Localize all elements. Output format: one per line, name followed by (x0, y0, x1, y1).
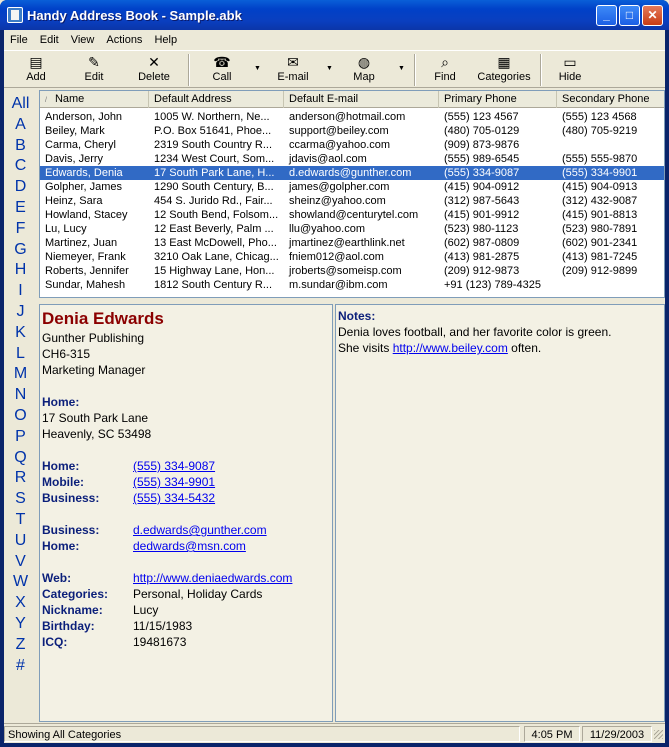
toolbar (4, 50, 665, 88)
email-label: E-mail (277, 71, 309, 83)
email-dropdown-icon[interactable]: ▼ (326, 65, 333, 72)
letter-index-d[interactable]: D (14, 178, 27, 196)
status-time: 4:05 PM (524, 726, 580, 742)
letter-index-b[interactable]: B (15, 136, 26, 154)
cell-email: llu@yahoo.com (289, 223, 365, 235)
cell-secondary-phone: (415) 901-8813 (562, 209, 638, 221)
categories-button[interactable] (474, 53, 534, 87)
column-header-address[interactable]: Default Address (149, 91, 284, 108)
toolbar-separator (414, 54, 416, 86)
list-row[interactable] (40, 222, 665, 236)
icq-label: ICQ: (42, 635, 68, 649)
cell-name: Roberts, Jennifer (45, 265, 129, 277)
cell-name: Lu, Lucy (45, 223, 87, 235)
find-button[interactable] (428, 53, 462, 87)
letter-index-a[interactable]: A (15, 115, 26, 133)
letter-index-r[interactable]: R (14, 469, 27, 487)
cell-address: 1290 South Century, B... (154, 181, 274, 193)
list-row[interactable] (40, 194, 665, 208)
cell-secondary-phone: (555) 555-9870 (562, 153, 638, 165)
globe-icon: ◍ (357, 54, 371, 70)
status-date: 11/29/2003 (582, 726, 652, 742)
department: CH6-315 (42, 347, 91, 361)
cell-primary-phone: (415) 901-9912 (444, 209, 520, 221)
cell-primary-phone: (555) 123 4567 (444, 111, 519, 123)
call-button[interactable] (204, 53, 240, 87)
cell-email: anderson@hotmail.com (289, 111, 406, 123)
email-button[interactable] (272, 53, 314, 87)
list-row[interactable] (40, 250, 665, 264)
birthday-value: 11/15/1983 (133, 619, 193, 633)
letter-index-w[interactable]: W (12, 573, 29, 591)
cell-primary-phone: (555) 989-6545 (444, 153, 520, 165)
letter-index-s[interactable]: S (15, 490, 26, 508)
web-label: Web: (42, 571, 72, 585)
magnifier-icon: ⌕ (441, 54, 449, 70)
call-label: Call (212, 71, 232, 83)
cell-email: sheinz@yahoo.com (289, 195, 386, 207)
close-button[interactable]: ✕ (642, 5, 663, 26)
cell-secondary-phone: (415) 904-0913 (562, 181, 638, 193)
notes-text-end: often. (507, 341, 542, 355)
cell-name: Heinz, Sara (45, 195, 103, 207)
letter-index-v[interactable]: V (15, 552, 26, 570)
cell-address: 454 S. Jurido Rd., Fair... (154, 195, 273, 207)
delete-icon: ✕ (148, 54, 160, 70)
menu-view[interactable]: View (70, 33, 95, 46)
cell-address: 12 East Beverly, Palm ... (154, 223, 274, 235)
edit-label: Edit (84, 71, 104, 83)
notes-line-1: Denia loves football, and her favorite color is green. (338, 325, 612, 339)
nickname-label: Nickname: (42, 603, 103, 617)
letter-index-g[interactable]: G (14, 240, 27, 258)
list-row[interactable] (40, 180, 665, 194)
letter-index-z[interactable]: Z (15, 635, 26, 653)
cell-email: m.sundar@ibm.com (289, 279, 388, 291)
minimize-button[interactable]: _ (596, 5, 617, 26)
cell-address: 13 East McDowell, Pho... (154, 237, 277, 249)
cell-primary-phone: (602) 987-0809 (444, 237, 520, 249)
letter-index-i[interactable]: I (18, 282, 23, 300)
letter-index-x[interactable]: X (15, 594, 26, 612)
cell-primary-phone: (909) 873-9876 (444, 139, 520, 151)
hide-button[interactable] (554, 53, 586, 87)
toolbar-separator (188, 54, 190, 86)
list-row[interactable] (40, 208, 665, 222)
menu-file[interactable]: File (10, 33, 28, 46)
column-header-primary-phone[interactable]: Primary Phone (439, 91, 557, 108)
call-dropdown-icon[interactable]: ▼ (254, 65, 261, 72)
hide-label: Hide (558, 71, 582, 83)
cell-secondary-phone: (209) 912-9899 (562, 265, 638, 277)
cell-email: support@beiley.com (289, 125, 389, 137)
email-business-label: Business: (42, 523, 100, 537)
letter-index-e[interactable]: E (15, 198, 26, 216)
cell-name: Niemeyer, Frank (45, 251, 126, 263)
cell-address: P.O. Box 51641, Phoe... (154, 125, 272, 137)
cell-primary-phone: (415) 904-0912 (444, 181, 520, 193)
contact-list[interactable] (39, 90, 665, 298)
cell-secondary-phone (557, 278, 665, 292)
list-row[interactable] (40, 138, 665, 152)
envelope-icon: ✉ (287, 54, 299, 70)
edit-contact-icon: ✎ (88, 54, 100, 70)
cell-primary-phone: (523) 980-1123 (444, 223, 519, 235)
client-area (4, 30, 665, 743)
cell-address: 12 South Bend, Folsom... (154, 209, 279, 221)
company-name: Gunther Publishing (42, 331, 145, 345)
letter-index-n[interactable]: N (14, 386, 27, 404)
menu-help[interactable]: Help (154, 33, 178, 46)
letter-index-y[interactable]: Y (15, 614, 26, 632)
menu-edit[interactable]: Edit (39, 33, 59, 46)
cell-primary-phone: +91 (123) 789-4325 (444, 279, 541, 291)
letter-index-number[interactable]: # (16, 656, 25, 674)
toolbar-separator (540, 54, 542, 86)
address-street: 17 South Park Lane (42, 411, 149, 425)
cell-address: 3210 Oak Lane, Chicag... (154, 251, 279, 263)
letter-index-h[interactable]: H (14, 261, 27, 279)
contact-detail-panel (39, 304, 333, 722)
delete-button[interactable] (132, 53, 176, 87)
cell-email: showland@centurytel.com (289, 209, 419, 221)
cell-email: jroberts@someisp.com (289, 265, 402, 277)
email-home-label: Home: (42, 539, 80, 553)
list-row[interactable] (40, 124, 665, 138)
cell-name: Howland, Stacey (45, 209, 128, 221)
column-header-email[interactable]: Default E-mail (284, 91, 439, 108)
cell-email: d.edwards@gunther.com (289, 167, 412, 179)
phone-home-label: Home: (42, 459, 80, 473)
cell-primary-phone: (209) 912-9873 (444, 265, 520, 277)
map-dropdown-icon[interactable]: ▼ (398, 65, 405, 72)
cell-secondary-phone: (312) 432-9087 (562, 195, 638, 207)
categories-field-label: Categories: (42, 587, 109, 601)
notes-label: Notes: (338, 309, 376, 323)
letter-index-u[interactable]: U (14, 531, 27, 549)
web-link[interactable]: http://www.deniaedwards.com (133, 571, 293, 585)
cell-address: 1005 W. Northern, Ne... (154, 111, 270, 123)
status-text: Showing All Categories (4, 726, 520, 742)
add-button[interactable] (16, 53, 56, 87)
cell-name: Golpher, James (45, 181, 123, 193)
letter-index-k[interactable]: K (15, 323, 26, 341)
cell-secondary-phone: (480) 705-9219 (562, 125, 638, 137)
phone-icon: ☎ (213, 54, 231, 70)
email-business-link[interactable]: d.edwards@gunther.com (133, 523, 267, 537)
add-contact-icon: ▤ (29, 54, 43, 70)
cell-primary-phone: (413) 981-2875 (444, 251, 520, 263)
letter-index-m[interactable]: M (13, 365, 28, 383)
address-label: Home: (42, 395, 80, 409)
notes-line-2 (338, 341, 541, 355)
cell-email: fniem012@aol.com (289, 251, 384, 263)
cell-primary-phone: (312) 987-5643 (444, 195, 520, 207)
address-book-icon (7, 7, 23, 23)
phone-mobile-label: Mobile: (42, 475, 84, 489)
resize-grip-icon[interactable] (654, 730, 663, 739)
email-home-link[interactable]: dedwards@msn.com (133, 539, 246, 553)
nickname-value: Lucy (133, 603, 159, 617)
menu-actions[interactable]: Actions (106, 33, 143, 46)
address-city: Heavenly, SC 53498 (42, 427, 152, 441)
cell-name: Sundar, Mahesh (45, 279, 126, 291)
notes-web-link[interactable]: http://www.beiley.com (392, 341, 508, 355)
cell-email: ccarma@yahoo.com (289, 139, 391, 151)
delete-label: Delete (138, 71, 170, 83)
cell-name: Beiley, Mark (45, 125, 105, 137)
letter-index-o[interactable]: O (14, 406, 27, 424)
cell-address: 1812 South Century R... (154, 279, 273, 291)
list-row[interactable] (40, 278, 665, 292)
maximize-button[interactable]: □ (619, 5, 640, 26)
map-button[interactable] (346, 53, 382, 87)
letter-index-p[interactable]: P (15, 427, 26, 445)
column-header-secondary-phone[interactable]: Secondary Phone (557, 91, 665, 108)
list-row[interactable] (40, 152, 665, 166)
categories-value: Personal, Holiday Cards (133, 587, 263, 601)
cell-primary-phone: (555) 334-9087 (444, 167, 520, 179)
edit-button[interactable] (74, 53, 114, 87)
status-bar (4, 723, 665, 743)
cell-name: Anderson, John (45, 111, 123, 123)
cell-name: Davis, Jerry (45, 153, 104, 165)
cell-secondary-phone (557, 138, 665, 152)
cell-primary-phone: (480) 705-0129 (444, 125, 520, 137)
cell-address: 1234 West Court, Som... (154, 153, 275, 165)
cell-secondary-phone: (413) 981-7245 (562, 251, 638, 263)
categories-label: Categories (477, 71, 531, 83)
cell-name: Edwards, Denia (45, 167, 123, 179)
cell-name: Martinez, Juan (45, 237, 118, 249)
cell-secondary-phone: (555) 334-9901 (562, 167, 638, 179)
phone-home-link[interactable]: (555) 334-9087 (133, 459, 216, 473)
list-header (40, 91, 665, 108)
column-header-name[interactable]: / Name (40, 91, 149, 108)
job-title: Marketing Manager (42, 363, 146, 377)
window-title: Handy Address Book - Sample.abk (27, 8, 242, 23)
list-row[interactable] (40, 110, 665, 124)
letter-index-q[interactable]: Q (14, 448, 27, 466)
letter-index-f[interactable]: F (15, 219, 26, 237)
sort-ascending-icon: / (45, 97, 47, 104)
list-row[interactable] (40, 236, 665, 250)
map-label: Map (353, 71, 375, 83)
cell-name: Carma, Cheryl (45, 139, 116, 151)
title-bar[interactable] (0, 0, 669, 30)
list-row[interactable] (40, 166, 665, 180)
notes-text: She visits (338, 341, 393, 355)
birthday-label: Birthday: (42, 619, 95, 633)
categories-icon: ▦ (497, 54, 511, 70)
letter-index-c[interactable]: C (14, 157, 27, 175)
hide-panel-icon: ▭ (563, 54, 577, 70)
cell-address: 2319 South Country R... (154, 139, 273, 151)
alphabet-index (4, 90, 37, 718)
cell-secondary-phone: (523) 980-7891 (562, 223, 638, 235)
phone-mobile-link[interactable]: (555) 334-9901 (133, 475, 216, 489)
cell-email: james@golpher.com (289, 181, 390, 193)
cell-address: 17 South Park Lane, H... (154, 167, 275, 179)
cell-secondary-phone: (555) 123 4568 (562, 111, 637, 123)
find-label: Find (434, 71, 456, 83)
letter-index-l[interactable]: L (16, 344, 25, 362)
add-label: Add (26, 71, 46, 83)
phone-business-label: Business: (42, 491, 100, 505)
menu-bar (4, 30, 665, 49)
letter-index-all[interactable]: All (11, 95, 30, 112)
cell-address: 15 Highway Lane, Hon... (154, 265, 275, 277)
notes-panel (335, 304, 665, 722)
contact-name: Denia Edwards (42, 309, 164, 328)
cell-email: jmartinez@earthlink.net (289, 237, 405, 249)
icq-value: 19481673 (133, 635, 187, 649)
letter-index-t[interactable]: T (15, 510, 26, 528)
list-row[interactable] (40, 264, 665, 278)
letter-index-j[interactable]: J (16, 302, 25, 320)
cell-email: jdavis@aol.com (289, 153, 367, 165)
cell-secondary-phone: (602) 901-2341 (562, 237, 638, 249)
phone-business-link[interactable]: (555) 334-5432 (133, 491, 216, 505)
